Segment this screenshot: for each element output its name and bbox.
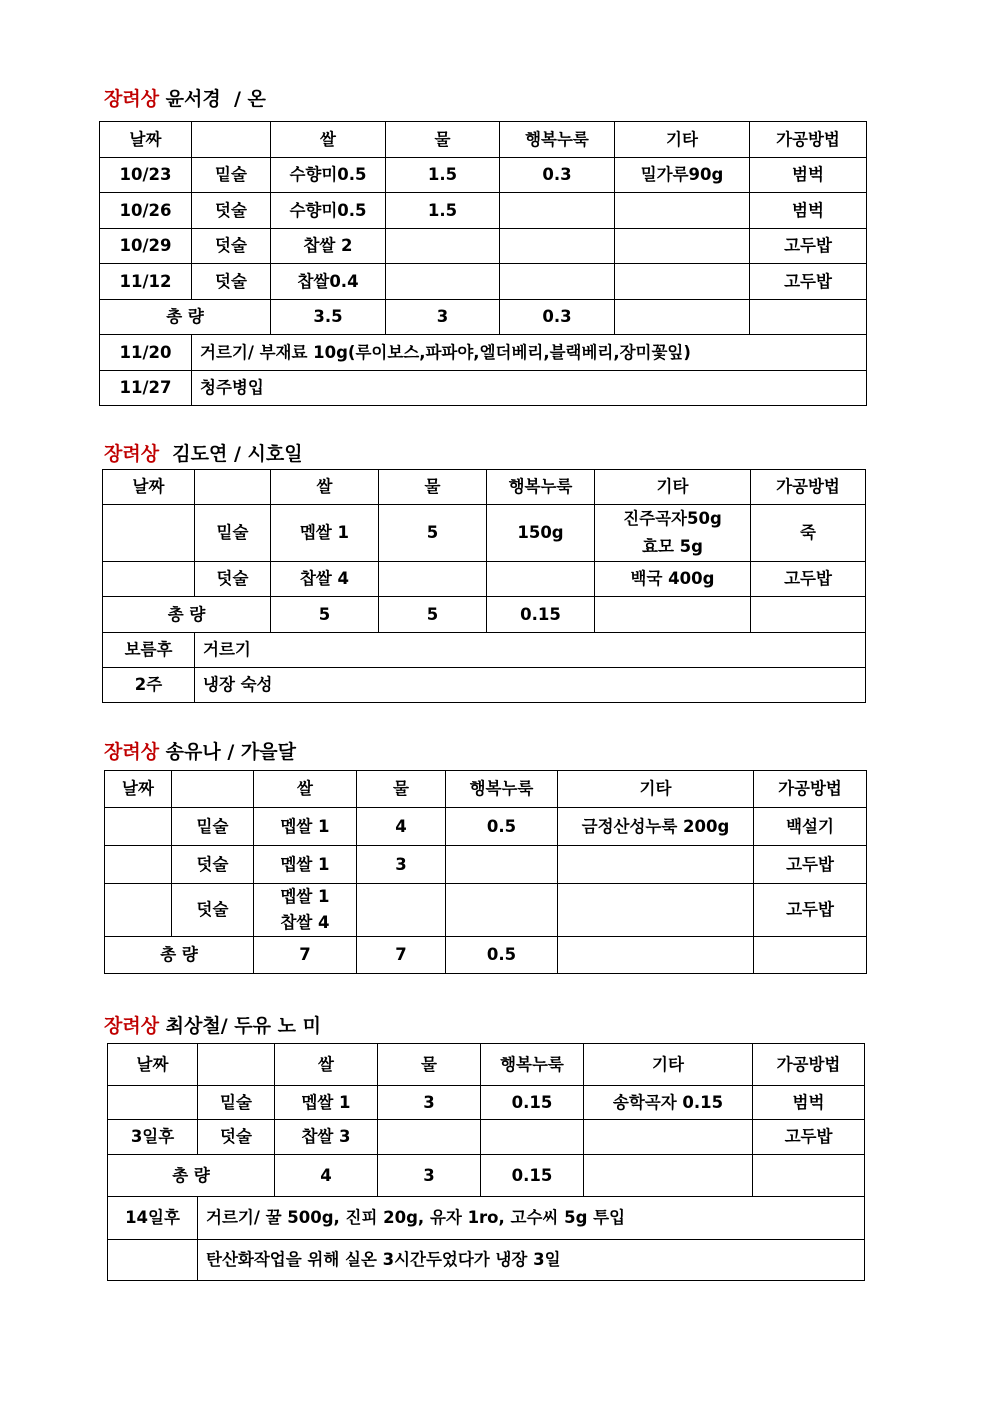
total-nuruk: 0.15	[487, 597, 595, 633]
cell-water: 1.5	[386, 158, 500, 193]
cell-rice: 멥쌀 1 찹쌀 4	[254, 884, 357, 937]
cell-water: 3	[357, 846, 446, 884]
header-stage	[172, 771, 254, 808]
cell-stage: 밑술	[192, 158, 271, 193]
total-water: 3	[386, 300, 500, 335]
table-header-row	[105, 771, 867, 808]
total-rice: 5	[271, 597, 379, 633]
note-date: 14일후	[108, 1197, 198, 1240]
cell-etc: 진주곡자50g 효모 5g	[595, 505, 751, 562]
cell-method: 범벅	[753, 1086, 865, 1120]
note-date: 2주	[103, 668, 195, 703]
header-stage	[195, 470, 271, 505]
total-row	[103, 597, 866, 633]
cell-etc	[615, 264, 750, 300]
cell-nuruk	[500, 229, 615, 264]
cell-rice: 찹쌀 2	[271, 229, 386, 264]
note-row	[103, 668, 866, 703]
total-etc	[615, 300, 750, 335]
header-nuruk: 행복누룩	[487, 470, 595, 505]
table-row	[100, 193, 867, 229]
table-header-row	[103, 470, 866, 505]
cell-stage: 밑술	[195, 505, 271, 562]
cell-stage: 덧술	[192, 229, 271, 264]
cell-stage: 덧술	[192, 264, 271, 300]
cell-nuruk	[446, 846, 558, 884]
cell-water	[357, 884, 446, 937]
cell-date: 3일후	[108, 1120, 198, 1155]
cell-water: 4	[357, 808, 446, 846]
header-method: 가공방법	[751, 470, 866, 505]
entrant-title: 김도연 / 시호일	[159, 443, 303, 465]
cell-method: 고두밥	[753, 1120, 865, 1155]
header-method: 가공방법	[753, 1044, 865, 1086]
header-method: 가공방법	[750, 122, 867, 158]
note-text: 거르기/ 꿀 500g, 진피 20g, 유자 1ro, 고수씨 5g 투입	[198, 1197, 865, 1240]
total-method	[751, 597, 866, 633]
note-text: 거르기	[195, 633, 866, 668]
note-text: 거르기/ 부재료 10g(루이보스,파파야,엘더베리,블랙베리,장미꽃잎)	[192, 335, 867, 371]
award-label: 장려상	[104, 1015, 160, 1037]
total-nuruk: 0.5	[446, 937, 558, 974]
total-water: 5	[379, 597, 487, 633]
cell-rice: 멥쌀 1	[271, 505, 379, 562]
section-2-heading	[104, 439, 303, 466]
total-label: 총 량	[103, 597, 271, 633]
award-label: 장려상	[104, 443, 160, 465]
cell-method: 범벅	[750, 193, 867, 229]
header-date: 날짜	[108, 1044, 198, 1086]
cell-method: 고두밥	[750, 264, 867, 300]
cell-rice: 멥쌀 1	[254, 846, 357, 884]
header-stage	[198, 1044, 275, 1086]
cell-rice: 찹쌀0.4	[271, 264, 386, 300]
cell-nuruk	[500, 193, 615, 229]
entrant-title: 최상철/ 두유 노 미	[159, 1015, 321, 1037]
cell-nuruk	[487, 562, 595, 597]
table-row	[100, 229, 867, 264]
note-date: 보름후	[103, 633, 195, 668]
total-row	[105, 937, 867, 974]
table-header-row	[100, 122, 867, 158]
header-rice: 쌀	[254, 771, 357, 808]
cell-method: 고두밥	[751, 562, 866, 597]
cell-rice: 수향미0.5	[271, 193, 386, 229]
header-water: 물	[357, 771, 446, 808]
section-3-heading	[104, 737, 296, 764]
header-nuruk: 행복누룩	[500, 122, 615, 158]
cell-etc: 밀가루90g	[615, 158, 750, 193]
total-method	[754, 937, 867, 974]
header-etc: 기타	[584, 1044, 753, 1086]
note-date: 11/20	[100, 335, 192, 371]
cell-rice: 멥쌀 1	[254, 808, 357, 846]
cell-date: 11/12	[100, 264, 192, 300]
total-nuruk: 0.3	[500, 300, 615, 335]
header-etc: 기타	[595, 470, 751, 505]
cell-stage: 덧술	[172, 846, 254, 884]
total-etc	[558, 937, 754, 974]
total-etc	[584, 1155, 753, 1197]
cell-date	[105, 846, 172, 884]
note-text: 탄산화작업을 위해 실온 3시간두었다가 냉장 3일	[198, 1240, 865, 1281]
cell-stage: 덧술	[192, 193, 271, 229]
header-water: 물	[386, 122, 500, 158]
cell-nuruk	[500, 264, 615, 300]
table-row	[100, 158, 867, 193]
header-date: 날짜	[103, 470, 195, 505]
cell-water: 1.5	[386, 193, 500, 229]
cell-nuruk: 0.15	[481, 1086, 584, 1120]
cell-date	[103, 505, 195, 562]
table-row	[105, 808, 867, 846]
total-nuruk: 0.15	[481, 1155, 584, 1197]
cell-nuruk	[446, 884, 558, 937]
cell-nuruk: 0.5	[446, 808, 558, 846]
recipe-table-1	[99, 121, 867, 406]
cell-water: 5	[379, 505, 487, 562]
total-label: 총 량	[108, 1155, 275, 1197]
cell-water	[386, 229, 500, 264]
note-text: 청주병입	[192, 371, 867, 406]
cell-method: 백설기	[754, 808, 867, 846]
total-method	[750, 300, 867, 335]
recipe-table-4	[107, 1043, 865, 1281]
cell-method: 고두밥	[754, 846, 867, 884]
cell-water	[386, 264, 500, 300]
table-row	[108, 1120, 865, 1155]
note-date	[108, 1240, 198, 1281]
total-row	[108, 1155, 865, 1197]
header-water: 물	[378, 1044, 481, 1086]
header-water: 물	[379, 470, 487, 505]
note-row	[100, 335, 867, 371]
header-stage	[192, 122, 271, 158]
cell-etc	[615, 229, 750, 264]
section-1-heading	[104, 84, 266, 111]
total-row	[100, 300, 867, 335]
header-method: 가공방법	[754, 771, 867, 808]
cell-etc: 송학곡자 0.15	[584, 1086, 753, 1120]
cell-method: 범벅	[750, 158, 867, 193]
total-water: 7	[357, 937, 446, 974]
entrant-title: 윤서경 / 온	[159, 88, 266, 110]
cell-stage: 덧술	[195, 562, 271, 597]
cell-etc	[615, 193, 750, 229]
cell-date: 10/26	[100, 193, 192, 229]
header-rice: 쌀	[271, 470, 379, 505]
cell-date: 10/29	[100, 229, 192, 264]
total-method	[753, 1155, 865, 1197]
cell-date: 10/23	[100, 158, 192, 193]
total-label: 총 량	[100, 300, 271, 335]
note-date: 11/27	[100, 371, 192, 406]
table-row	[103, 562, 866, 597]
award-label: 장려상	[104, 88, 160, 110]
note-row	[103, 633, 866, 668]
cell-stage: 덧술	[198, 1120, 275, 1155]
cell-etc: 백국 400g	[595, 562, 751, 597]
cell-stage: 밑술	[198, 1086, 275, 1120]
award-label: 장려상	[104, 741, 160, 763]
cell-date	[103, 562, 195, 597]
cell-water	[378, 1120, 481, 1155]
table-row	[100, 264, 867, 300]
cell-nuruk: 0.3	[500, 158, 615, 193]
table-row	[108, 1086, 865, 1120]
table-row	[105, 846, 867, 884]
cell-water	[379, 562, 487, 597]
note-row	[108, 1197, 865, 1240]
cell-stage: 덧술	[172, 884, 254, 937]
cell-rice: 찹쌀 4	[271, 562, 379, 597]
cell-rice: 멥쌀 1	[275, 1086, 378, 1120]
total-rice: 7	[254, 937, 357, 974]
total-etc	[595, 597, 751, 633]
table-header-row	[108, 1044, 865, 1086]
cell-water: 3	[378, 1086, 481, 1120]
cell-etc	[558, 884, 754, 937]
recipe-table-3	[104, 770, 867, 974]
cell-nuruk	[481, 1120, 584, 1155]
cell-etc	[584, 1120, 753, 1155]
header-date: 날짜	[100, 122, 192, 158]
table-row	[105, 884, 867, 937]
table-row	[103, 505, 866, 562]
cell-date	[105, 808, 172, 846]
header-date: 날짜	[105, 771, 172, 808]
recipe-table-2	[102, 469, 866, 703]
total-rice: 3.5	[271, 300, 386, 335]
cell-nuruk: 150g	[487, 505, 595, 562]
cell-stage: 밑술	[172, 808, 254, 846]
header-nuruk: 행복누룩	[481, 1044, 584, 1086]
cell-date	[108, 1086, 198, 1120]
cell-etc	[558, 846, 754, 884]
cell-etc: 금정산성누룩 200g	[558, 808, 754, 846]
header-etc: 기타	[615, 122, 750, 158]
header-nuruk: 행복누룩	[446, 771, 558, 808]
cell-method: 죽	[751, 505, 866, 562]
cell-date	[105, 884, 172, 937]
total-water: 3	[378, 1155, 481, 1197]
cell-rice: 찹쌀 3	[275, 1120, 378, 1155]
note-text: 냉장 숙성	[195, 668, 866, 703]
entrant-title: 송유나 / 가을달	[159, 741, 296, 763]
header-rice: 쌀	[275, 1044, 378, 1086]
cell-method: 고두밥	[750, 229, 867, 264]
total-label: 총 량	[105, 937, 254, 974]
header-etc: 기타	[558, 771, 754, 808]
cell-rice: 수향미0.5	[271, 158, 386, 193]
cell-method: 고두밥	[754, 884, 867, 937]
header-rice: 쌀	[271, 122, 386, 158]
note-row	[100, 371, 867, 406]
total-rice: 4	[275, 1155, 378, 1197]
section-4-heading	[104, 1011, 321, 1038]
note-row	[108, 1240, 865, 1281]
